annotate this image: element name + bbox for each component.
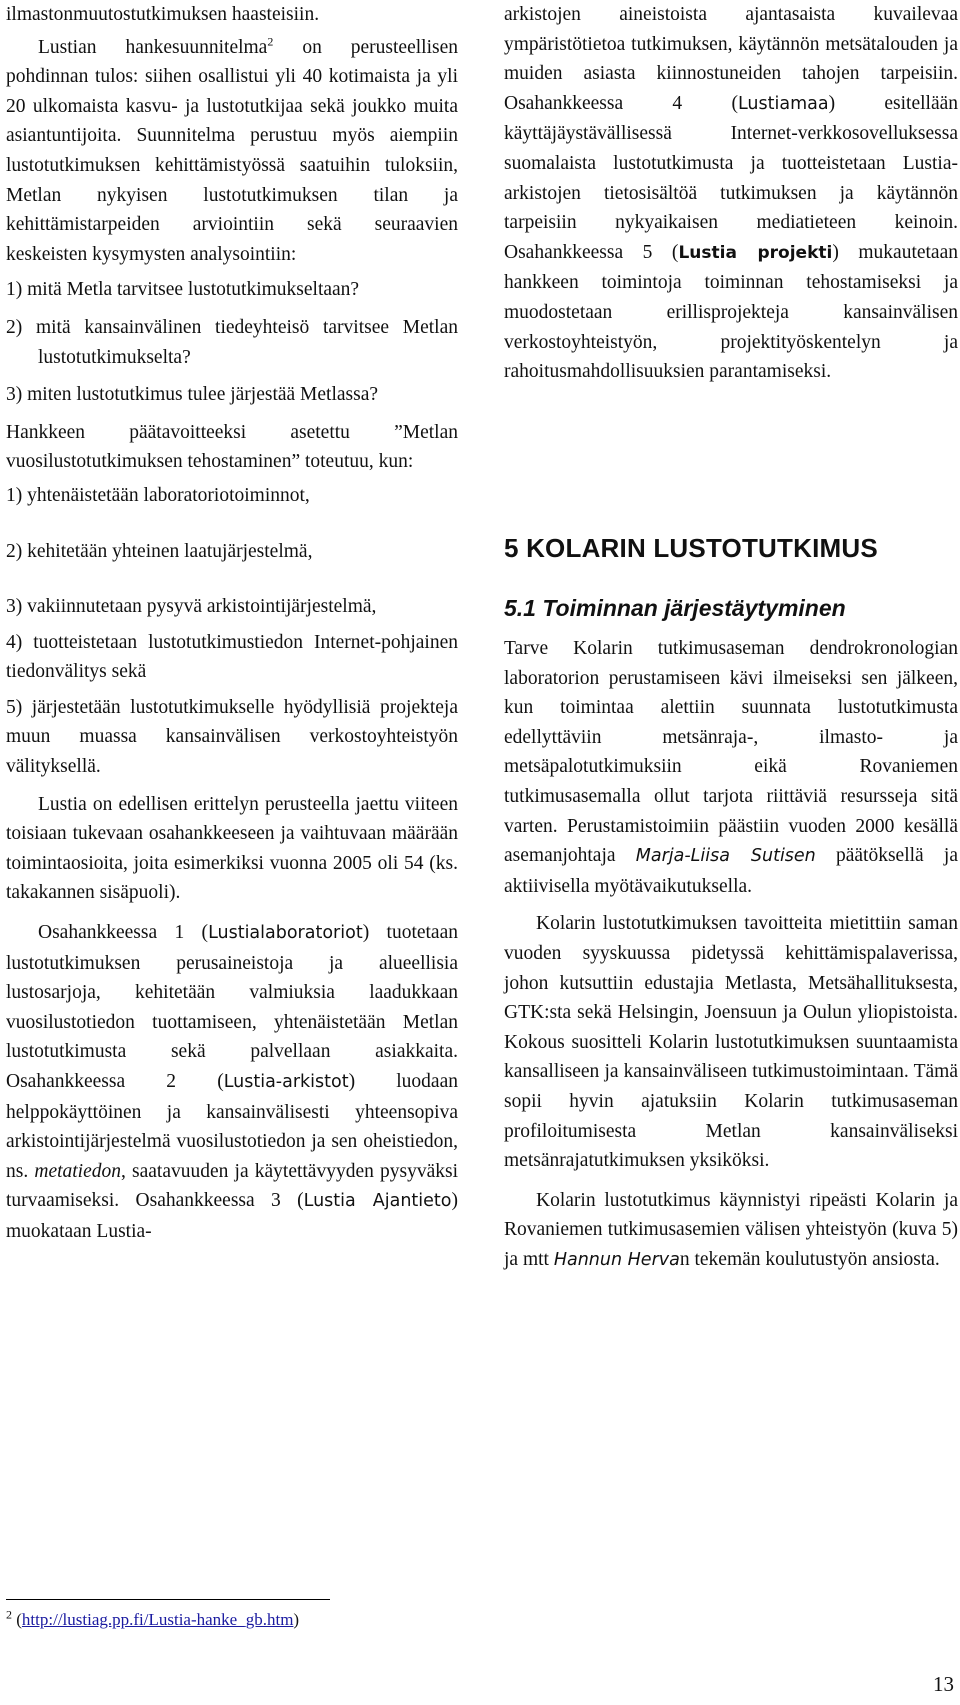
footnote <box>6 1608 299 1632</box>
text: ) <box>293 1610 300 1629</box>
text: ) tuotetaan lustotutkimuksen perusaineistoja ja alueellisia lustosarjoja, kehitetään valmiuksia laadukkaan vuosilustotiedon tuottamiseen, yhtenäistetään Metlan lustotutkimusta sekä palvellaan asiakkaita. Osahankkeessa 2 ( <box>6 922 458 1092</box>
paragraph <box>6 918 458 1247</box>
text: , saatavuuden ja käytettävyyden pysyväksi turvaamiseksi. Osahankkeessa 3 ( <box>6 1160 459 1212</box>
goal-item: 5) järjestetään lustotutkimukselle hyödyllisiä projekteja muun muassa kansainvälisen verkostoyhteistyön välityksellä. <box>6 696 458 778</box>
text: Osahankkeessa 1 ( <box>38 922 209 944</box>
footnote-divider <box>6 1599 330 1600</box>
question-item: 1) mitä Metla tarvitsee lustotutkimukseltaan? <box>6 279 360 301</box>
project-name: Lustia-arkistot <box>223 1072 349 1092</box>
subsection-heading: 5.1 Toiminnan järjestäytyminen <box>504 595 846 621</box>
text: n tekemän koulutustyön ansiosta. <box>679 1248 940 1270</box>
paragraph: Hankkeen päätavoitteeksi asetettu ”Metlan vuosilustotutkimuksen tehostaminen” toteutuu, kun: <box>6 421 458 473</box>
paragraph: ilmastonmuutostutkimuksen haasteisiin. <box>6 4 320 25</box>
person-name: Hannun Herva <box>553 1249 680 1270</box>
project-name: Lustiamaa <box>737 93 829 114</box>
question-item: 2) mitä kansainvälinen tiedeyhteisö tarvitsee Metlan lustotutkimukselta? <box>6 316 458 368</box>
text: Tarve Kolarin tutkimusaseman dendrokronologian laboratorion perustamiseen kävi ilmeiseksi sen jälkeen, kun toimintaa alettiin suunnata lustotutkimusta edellyttäviin metsänraja-, ilmasto- ja metsäpalotutkimuksiin eikä Rovaniemen tutkimusasemalla ollut tarjota riittäviä resursseja sitä varten. Perustamistoimiin päästiin vuoden 2000 kesällä asemanjohtaja <box>504 638 958 867</box>
text: päätöksellä ja aktiivisella myötävaikutuksella. <box>504 845 958 897</box>
goal-item: 1) yhtenäistetään laboratoriotoiminnot, <box>6 484 310 506</box>
goal-item: 2) kehitetään yhteinen laatujärjestelmä, <box>6 540 313 562</box>
paragraph <box>6 33 458 270</box>
project-name: Lustia projekti <box>678 242 833 263</box>
footnote-marker: 2 <box>267 34 274 49</box>
person-name: Marja-Liisa Sutisen <box>635 846 816 867</box>
page-number: 13 <box>933 1672 954 1696</box>
paragraph: Kolarin lustotutkimuksen tavoitteita mietittiin saman vuoden syyskuussa pidetyssä kehittämispalaverissa, johon kutsuttiin edustajia Metlasta, Metsähallituksesta, GTK:sta sekä Helsingin, Joensuun ja Oulun yliopistoista. Kokous suositteli Kolarin lustotutkimuksen suuntaamista kansalliseen ja kansainväliseen tutkimustoimintaan. Tämä sopii hyvin ajatuksiin Kolarin tutkimusaseman profiloitumisesta Metlan kansainväliseksi metsänrajatutkimuksen yksiköksi. <box>504 913 958 1172</box>
right-column-lower <box>504 634 958 1275</box>
text: ) muokataan Lustia- <box>6 1190 458 1242</box>
text: Lustian hankesuunnitelma <box>38 36 268 58</box>
text: ) mukautetaan hankkeen toimintoja toiminnan tehostamiseksi ja muodostetaan erillisprojekteja kansainvälisen verkostoyhteistyön, projektityöskentelyn ja rahoitusmahdollisuuksien parantamiseksi. <box>504 241 958 383</box>
goal-item: 4) tuotteistetaan lustotutkimustiedon Internet-pohjainen tiedonvälitys sekä <box>6 631 458 683</box>
section-heading: 5 KOLARIN LUSTOTUTKIMUS <box>504 533 878 563</box>
text: ) luodaan helppokäyttöinen ja kansainvälisesti yhteensopiva arkistointijärjestelmä vuosilustotiedon ja sen oheistiedon, ns. <box>6 1071 458 1182</box>
question-item: 3) miten lustotutkimus tulee järjestää Metlassa? <box>6 384 379 406</box>
paragraph <box>504 1186 958 1276</box>
left-column <box>6 0 458 1247</box>
right-column <box>504 0 958 387</box>
text: ) esitellään käyttäjäystävällisessä Internet-verkkosovelluksessa suomalaista lustotutkimusta ja tuotteistetaan Lustia-arkistojen tietosisältöä tutkimuksen ja käytännön tarpeisiin nykyaikaisen mediatieteen keinoin. Osahankkeessa 5 ( <box>504 92 959 263</box>
goal-item: 3) vakiinnutetaan pysyvä arkistointijärjestelmä, <box>6 596 377 618</box>
text: Kolarin lustotutkimus käynnistyi ripeästi Kolarin ja Rovaniemen tutkimusasemien välisen yhteistyön (kuva 5) ja mtt <box>504 1189 958 1270</box>
footnote-link[interactable]: http://lustiag.pp.fi/Lustia-hanke_gb.htm <box>21 1610 294 1629</box>
paragraph <box>504 0 958 387</box>
term: metatiedon <box>34 1160 122 1182</box>
project-name: Lustia Ajantieto <box>303 1191 452 1212</box>
text: arkistojen aineistoista ajantasaista kuvailevaa ympäristötietoa tutkimuksen, käytännön metsätalouden ja muiden asiasta kiinnostuneiden tahojen tarpeisiin. Osahankkeessa 4 ( <box>504 4 958 114</box>
paragraph <box>504 634 958 901</box>
text: on perusteellisen pohdinnan tulos: siihen osallistui yli 40 kotimaista ja yli 20 ulkomaista kasvu- ja lustotutkijaa sekä joukko muita asiantuntijoita. Suunnitelma perustuu myös aiempiin lustotutkimuksen kehittämistyössä saatuihin tuloksiin, Metlan nykyisen lustotutkimuksen tilan ja kehittämistarpeiden arviointiin sekä seuraavien keskeisten kysymysten analysointiin: <box>6 36 458 265</box>
paragraph: Lustia on edellisen erittelyn perusteella jaettu viiteen toisiaan tukevaan osahankkeeseen ja vaihtuvaan määrään toimintaosioita, joita esimerkiksi vuonna 2005 oli 54 (ks. takakannen sisäpuoli). <box>6 793 458 904</box>
footnote-marker: 2 <box>6 1607 12 1622</box>
project-name: Lustialaboratoriot <box>208 923 363 944</box>
text: ( <box>12 1610 22 1629</box>
